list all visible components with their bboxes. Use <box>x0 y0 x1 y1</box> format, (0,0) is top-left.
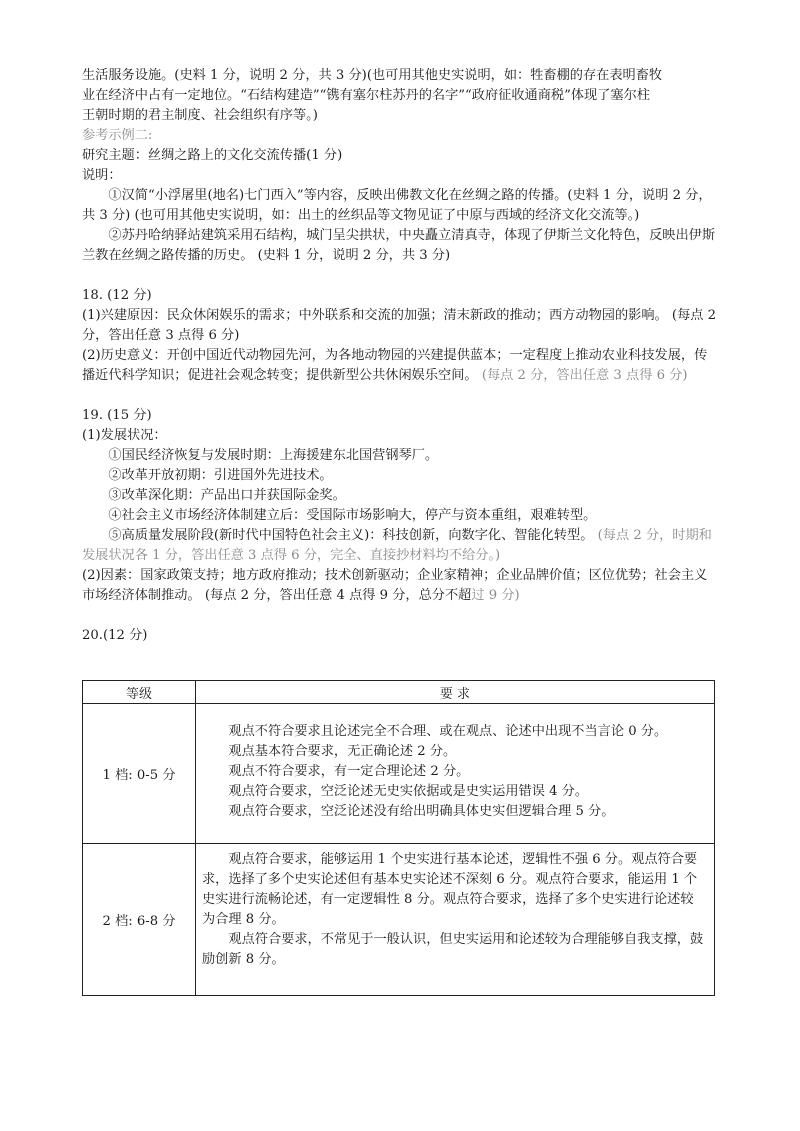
requirement-cell <box>196 704 715 844</box>
answer-page <box>82 66 718 646</box>
q18-answer-2-main: (2)历史意义：开创中国近代动物园先河，为各地动物园的兴建提供蓝本；一定程度上推动农业科技发展，传播近代科学知识；促进社会观念转变；提供新型公共休闲娱乐空间。 <box>82 348 708 383</box>
requirement-line: 观点不符合要求，有一定合理论述 2 分。 <box>228 763 470 779</box>
top-line-1 <box>82 66 718 86</box>
requirement-line: 观点符合要求，能够运用 1 个史实进行基本论述，逻辑性不强 6 分。观点符合要求，选择了多个史实论述但有基本史实论述不深刻 6 分。观点符合要求，能运用 1 个史实进行流畅论述，有一定逻辑性 8 分。观点符合要求，选择了多个史实进行论述较为合理 8 分。 <box>202 852 698 927</box>
q18-answer-2-scoring: (每点 2 分，答出任意 3 点得 6 分) <box>477 368 688 383</box>
q18-answer-2 <box>82 346 718 386</box>
q19-item: ②改革开放初期：引进国外先进技术。 <box>108 468 333 483</box>
research-theme: 研究主题：丝绸之路上的文化交流传播(1 分) <box>82 148 343 163</box>
q19-item-5-main: ⑤高质量发展阶段(新时代中国特色社会主义)：科技创新，向数字化、智能化转型。 <box>108 528 594 543</box>
q20-heading: 20.(12 分) <box>82 628 148 643</box>
q19-factors-tail: 过 9 分) <box>471 588 520 603</box>
q18-answer-1: (1)兴建原因：民众休闲娱乐的需求；中外联系和交流的加强；清末新政的推动；西方动物园的影响。 (每点 2 分，答出任意 3 点得 6 分) <box>82 308 717 343</box>
q19-item: ④社会主义市场经济体制建立后：受国际市场影响大，停产与资本重组，艰难转型。 <box>108 508 597 523</box>
explanation-point-1: ①汉简“小浮屠里(地名)七门西入”等内容，反映出佛教文化在丝绸之路的传播。(史料 1 分，说明 2 分，共 3 分) (也可用其他史实说明，如：出土的丝织品等文物见证了中原与西域的经济文化交流等。) <box>82 188 712 223</box>
requirement-line: 观点不符合要求且论述完全不合理、或在观点、论述中出现不当言论 0 分。 <box>228 723 668 739</box>
table-row <box>83 844 715 996</box>
requirement-line: 观点符合要求，空泛论述无史实依据或是史实运用错误 4 分。 <box>228 783 589 799</box>
top-line-1-main: 生活服务设施。(史料 1 分，说明 2 分，共 3 分) <box>82 68 367 83</box>
top-line-2: 业在经济中占有一定地位。“石结构建造”“镌有塞尔柱苏丹的名字”“政府征收通商税”体现了塞尔柱 <box>82 88 650 103</box>
requirement-cell <box>196 844 715 996</box>
q19-item-5 <box>82 526 718 566</box>
q19-item: ①国民经济恢复与发展时期：上海援建东北国营钢琴厂。 <box>108 448 439 463</box>
grading-table-header <box>83 681 715 704</box>
reference-example-2: 参考示例二: <box>82 128 153 143</box>
grading-table <box>82 680 715 996</box>
q19-factors <box>82 566 718 606</box>
requirement-line: 观点基本符合要求，无正确论述 2 分。 <box>228 743 457 759</box>
top-line-1-grey: (也可用其他史实说明，如：牲畜棚的存在表明畜牧 <box>366 68 663 83</box>
level-cell: 1 档: 0-5 分 <box>83 704 196 844</box>
level-column-header: 等级 <box>83 681 196 704</box>
top-line-3: 王朝时期的君主制度、社会组织有序等。) <box>82 108 318 123</box>
q19-heading: 19. (15 分) <box>82 408 152 423</box>
requirement-line: 观点符合要求，空泛论述没有给出明确具体史实但逻辑合理 5 分。 <box>228 803 615 819</box>
q19-status-title: (1)发展状况： <box>82 428 167 443</box>
requirement-line: 观点符合要求，不常见于一般认识，但史实运用和论述较为合理能够自我支撑，鼓励创新 8 分。 <box>202 932 704 967</box>
q19-factors-main: (2)因素：国家政策支持；地方政府推动；技术创新驱动；企业家精神；企业品牌价值；区位优势；社会主义市场经济体制推动。 (每点 2 分，答出任意 4 点得 9 分，总分不超 <box>82 568 708 603</box>
requirement-column-header: 要 求 <box>196 681 715 704</box>
q18-heading: 18. (12 分) <box>82 288 152 303</box>
table-row <box>83 704 715 844</box>
q19-item-5-scoring: (每点 2 分，时期和发展状况各 1 分，答出任意 3 点得 6 分，完全、直接抄材料均不给分。) <box>82 528 712 563</box>
level-cell: 2 档: 6-8 分 <box>83 844 196 996</box>
explanation-label: 说明： <box>82 168 122 183</box>
q19-item: ③改革深化期：产品出口并获国际金奖。 <box>108 488 346 503</box>
explanation-point-2: ②苏丹哈纳驿站建筑采用石结构，城门呈尖拱状，中央矗立清真寺，体现了伊斯兰文化特色，反映出伊斯兰教在丝绸之路传播的历史。 (史料 1 分，说明 2 分，共 3 分) <box>82 228 716 263</box>
